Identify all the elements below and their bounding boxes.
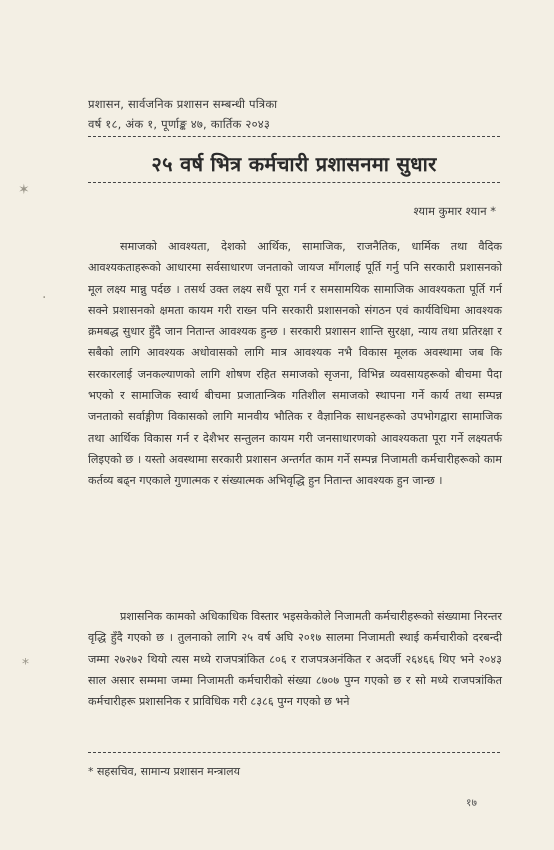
header-rule (88, 136, 500, 137)
footnote: * सहसचिव, सामान्य प्रशासन मन्त्रालय (88, 765, 241, 778)
running-head (88, 94, 488, 134)
margin-speck: · (42, 290, 47, 306)
body-paragraph-2: प्रशासनिक कामको अधिकाधिक विस्तार भइसकेकोले निजामती कर्मचारीहरूको संख्यामा निरन्तर वृद्धि हुँदै गएको छ । तुलनाको लागि २५ वर्ष अघि २०१७ सालमा निजामती स्थाई कर्मचारीको दरबन्दी जम्मा २७२७२ थियो त्यस मध्ये राजपत्रांकित ८०६ र राजपत्रअनंकित र अदर्जी २६४६६ थिए भने २०४३ साल असार सम्ममा जम्मा निजामती कर्मचारीको संख्या ८७०७ पुग्न गएको छ र सो मध्ये राजपत्रांकित कर्मचारीहरू प्रशासनिक र प्राविधिक गरी ८३८६ पुग्न गएको छ भने (88, 610, 502, 709)
author-name: श्याम कुमार श्यान * (413, 204, 496, 218)
footnote-rule (88, 752, 500, 753)
margin-speck: ⁎ (22, 652, 29, 668)
title-rule (88, 182, 500, 183)
page-number: १७ (466, 797, 477, 809)
body-paragraph-1: समाजको आवश्यता, देशको आर्थिक, सामाजिक, राजनैतिक, धार्मिक तथा वैदिक आवश्यकताहरूको आधारमा सर्वसाधारण जनताको जायज माँगलाई पूर्ति गर्नु पनि सरकारी प्रशासनको मूल लक्ष्य मान्नु पर्दछ । तसर्थ उक्त लक्ष्य सधैं पूरा गर्न र समसामयिक सामाजिक आवश्यकता पूर्ति गर्न सक्ने प्रशासनको क्षमता कायम गरी राख्न पनि सरकारी प्रशासनको संगठन एवं कार्यविधिमा आवश्यक क्रमबद्ध सुधार हुँदै जान नितान्त आवश्यक हुन्छ । सरकारी प्रशासन शान्ति सुरक्षा, न्याय तथा प्रतिरक्षा र सबैको लागि आवश्यक अधोवासको लागि मात्र आवश्यक नभै विकास मूलक अवस्थामा जब कि सरकारलाई जनकल्याणको लागि शोषण रहित समाजको सृजना, विभिन्न व्यवसायहरूको बीचमा पैदा भएको र सामाजिक स्वार्थ बीचमा प्रजातान्त्रिक गतिशील समाजको स्थापना गर्ने कार्य तथा सम्पन्न जनताको सर्वाङ्गीण विकासको लागि मानवीय भौतिक र वैज्ञानिक साधनहरूको उपभोगद्वारा सामाजिक तथा आर्थिक विकास गर्न र देशैभर सन्तुलन कायम गरी जनसाधारणको आवश्यकता पूरा गर्ने लक्ष्यतर्फ लिइएको छ । यस्तो अवस्थामा सरकारी प्रशासन अन्तर्गत काम गर्ने सम्पन्न निजामती कर्मचारीहरूको काम कर्तव्य बढ्न गएकाले गुणात्मक र संख्यात्मक अभिवृद्धि हुन नितान्त आवश्यक हुन जान्छ । (88, 240, 502, 488)
journal-issue: वर्ष १८, अंक १, पूर्णाङ्क ४७, कार्तिक २०४३ (88, 117, 271, 131)
journal-name: प्रशासन, सार्वजनिक प्रशासन सम्बन्धी पत्रिका (88, 97, 278, 111)
margin-speck: ✶ (18, 182, 30, 198)
article-title: २५ वर्ष भित्र कर्मचारी प्रशासनमा सुधार (151, 152, 437, 176)
